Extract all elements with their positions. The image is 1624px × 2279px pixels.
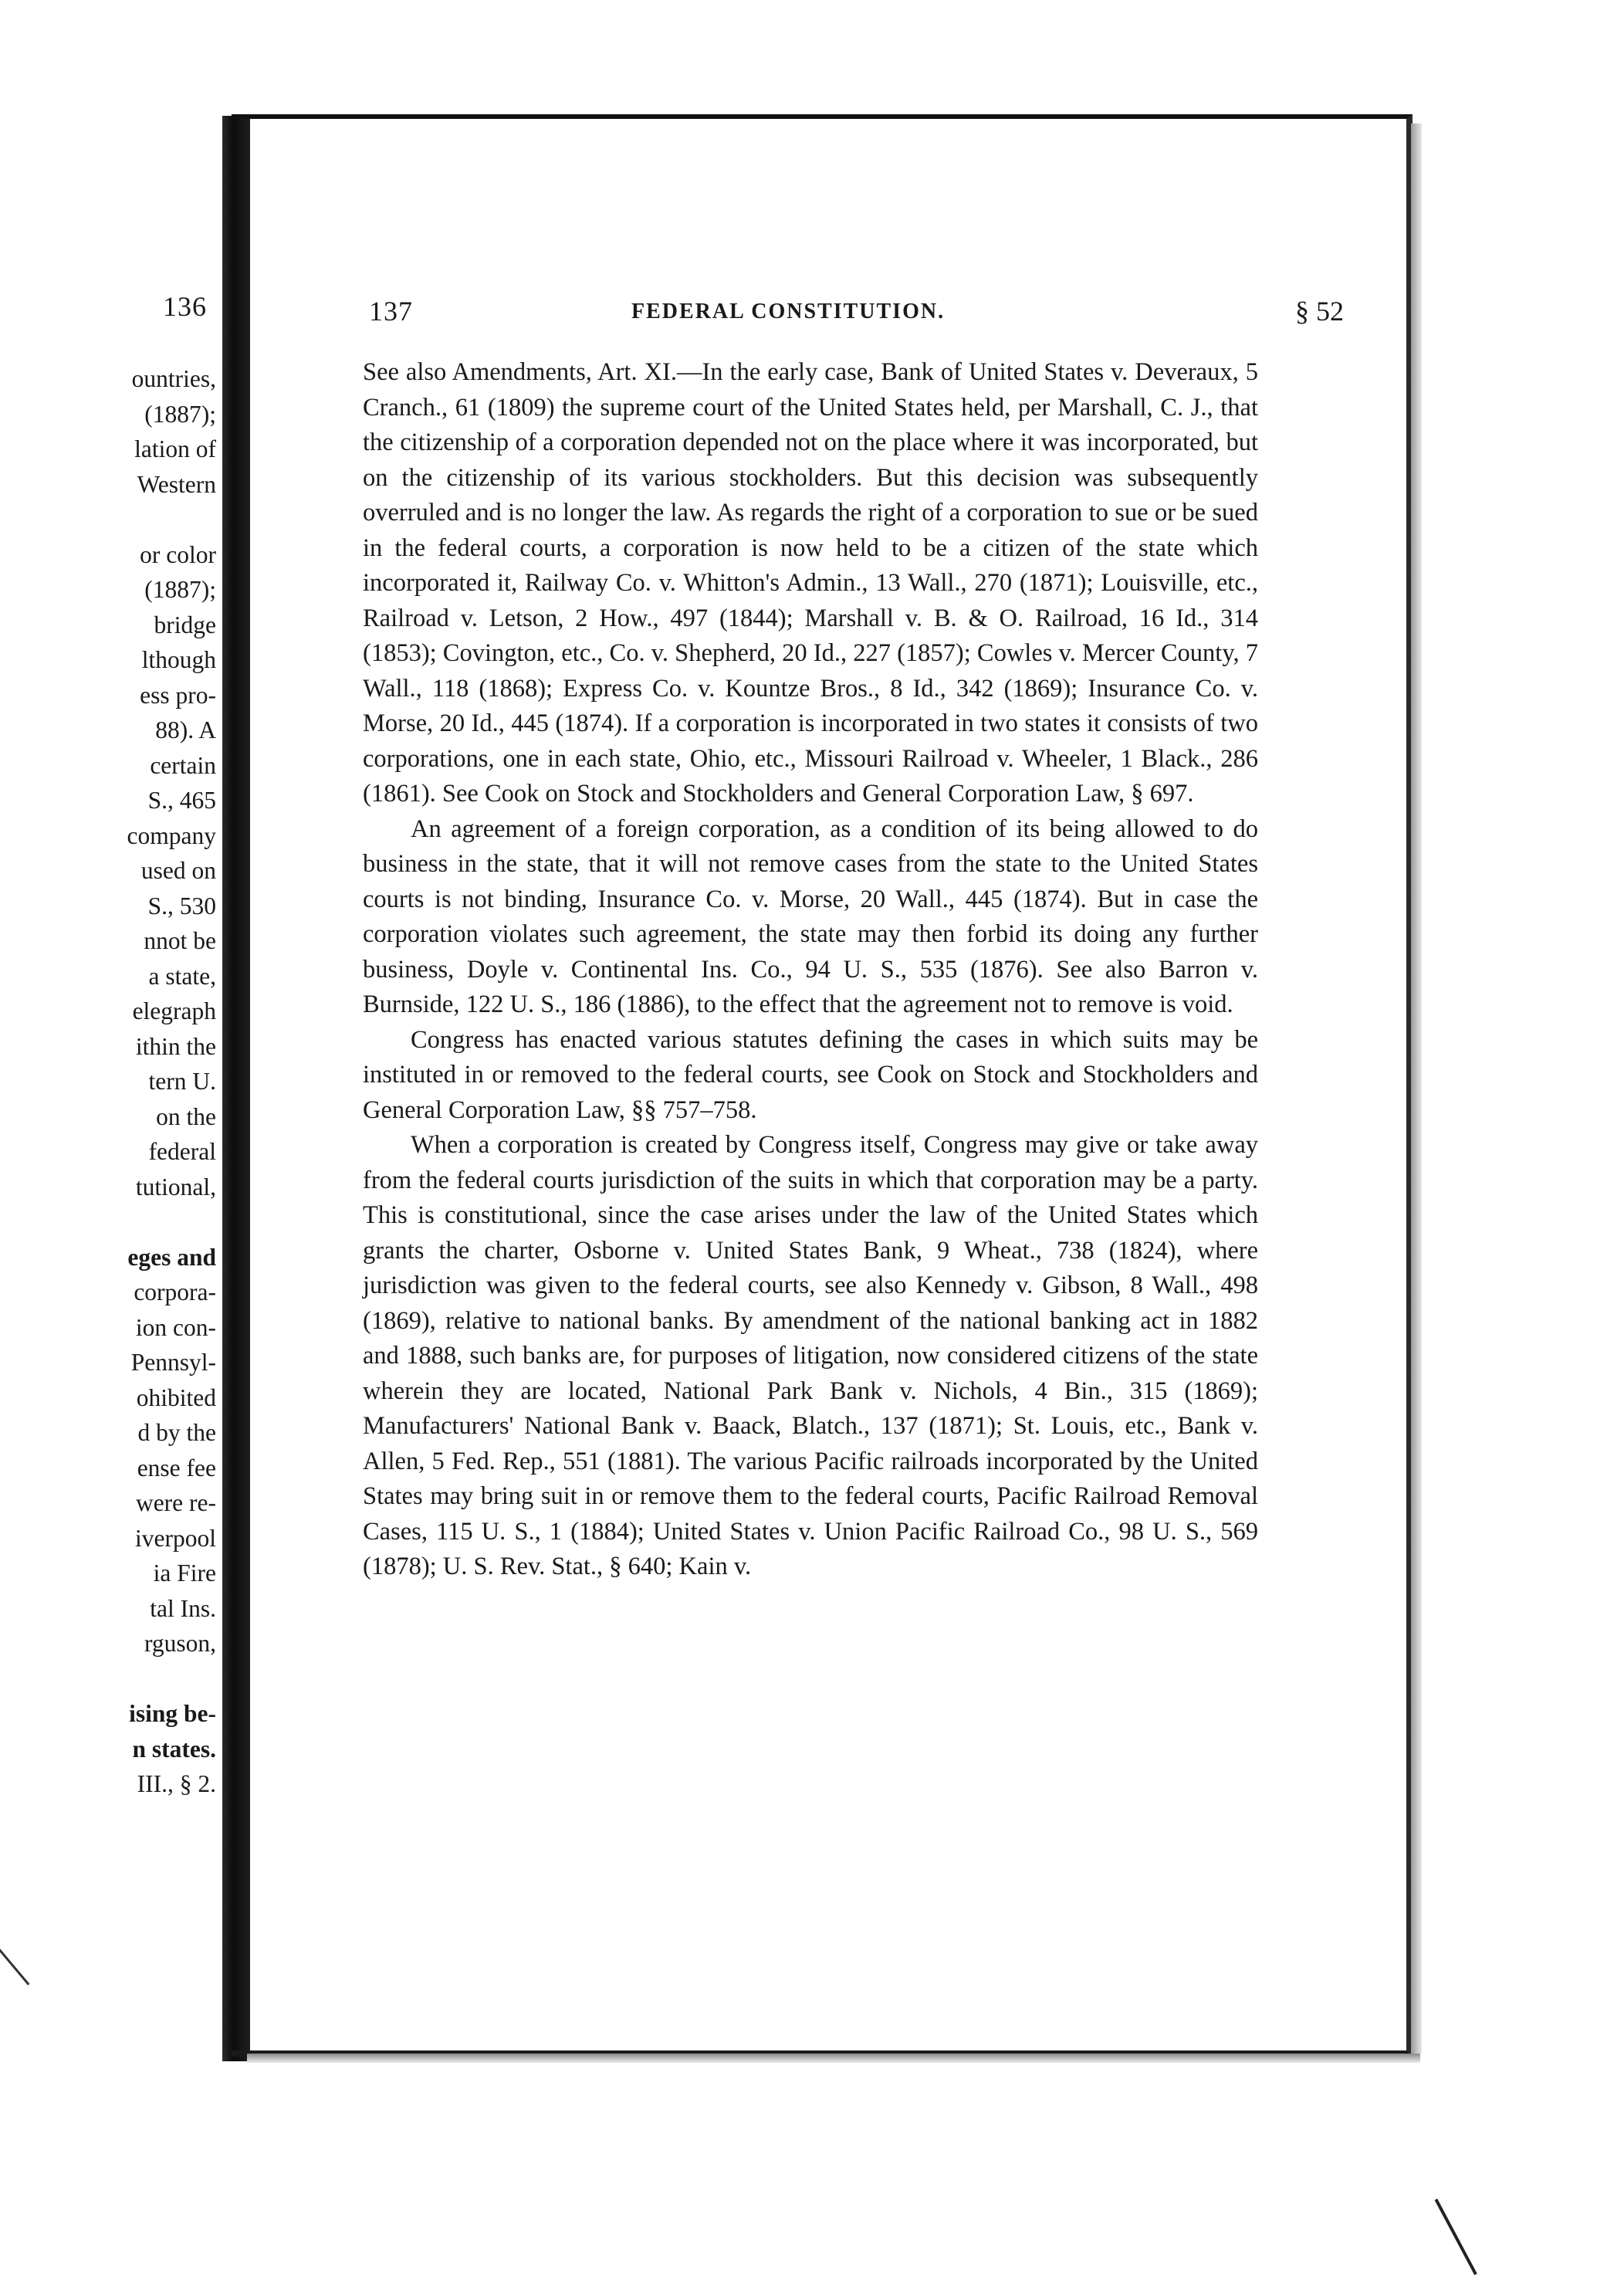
left-page-line: ising be- — [129, 1700, 216, 1727]
left-page-line: ithin the — [135, 1032, 216, 1060]
left-page-line: S., 465 — [147, 787, 216, 814]
left-page-line: (1887); — [144, 576, 216, 603]
left-page-lines — [0, 361, 216, 1802]
body-paragraph: An agreement of a foreign corporation, as a condition of its being allowed to do business in the state, that it will not remove cases from the state to the United States courts is not binding, Insurance Co. v. Morse, 20 Wall., 445 (1874). But in case the corporation violates such agreement, the state may then forbid its doing any further business, Doyle v. Continental Ins. Co., 94 U. S., 535 (1876). See also Barron v. Burnside, 122 U. S., 186 (1886), to the effect that the agreement not to remove is void. — [363, 814, 1258, 1018]
body-paragraph: When a corporation is created by Congress itself, Congress may give or take away from the federal courts jurisdiction of the suits in which that corporation may be a party. This is constitutional, since the case arises under the law of the United States which grants the charter, Osborne v. United States Bank, 9 Wheat., 738 (1824), where jurisdiction was given to the federal courts, see also Kennedy v. Gibson, 8 Wall., 498 (1869), relative to national banks. By amendment of the national banking act in 1882 and 1888, such banks are, for purposes of litigation, now considered citizens of the state wherein they are located, National Park Bank v. Nichols, 4 Bin., 315 (1869); Manufacturers' National Bank v. Baack, Blatch., 137 (1871); St. Louis, etc., Bank v. Allen, 5 Fed. Rep., 551 (1881). The various Pacific railroads incorporated by the United States may bring suit in or remove them to the federal courts, Pacific Railroad Removal Cases, 115 U. S., 1 (1884); United States v. Union Pacific Railroad Co., 98 U. S., 569 (1878); U. S. Rev. Stat., § 640; Kain v. — [363, 1131, 1258, 1580]
left-page-line: rguson, — [144, 1630, 216, 1657]
left-page-line: III., § 2. — [137, 1770, 216, 1797]
left-page-line: iverpool — [135, 1524, 216, 1552]
running-head — [369, 295, 1372, 334]
body-paragraph: Congress has enacted various statutes defining the cases in which suits may be instituted in or removed to the federal courts, see Cook on Stock and Stockholders and General Corporation Law, §§ 757–758. — [363, 1025, 1258, 1124]
section-number: § 52 — [1295, 296, 1344, 327]
left-page-fragment — [0, 116, 222, 2061]
left-page-line: ountries, — [131, 365, 216, 392]
body-text — [363, 355, 1258, 1585]
left-page-line: tern U. — [148, 1068, 216, 1095]
left-page-line: certain — [150, 751, 216, 779]
left-page-line: were re- — [135, 1489, 216, 1516]
left-page-line — [0, 502, 216, 537]
left-page-line: company — [127, 821, 216, 849]
left-page-line: S., 530 — [147, 892, 216, 919]
left-page-line: a state, — [148, 962, 216, 990]
left-page-line: ohibited — [136, 1383, 216, 1411]
left-page-number: 136 — [163, 291, 207, 322]
left-page-line: (1887); — [144, 400, 216, 428]
left-page-line: nnot be — [144, 927, 216, 954]
page-number: 137 — [369, 296, 413, 327]
left-page-line: used on — [140, 857, 216, 884]
left-page-line: 88). A — [155, 716, 216, 743]
page-edge-shadow — [1411, 124, 1422, 2054]
left-page-line: ia Fire — [153, 1559, 216, 1586]
left-page-line: corpora- — [134, 1278, 216, 1305]
left-page-line: ion con- — [135, 1313, 216, 1341]
left-page-line: elegraph — [132, 997, 216, 1024]
body-paragraph: See also Amendments, Art. XI.—In the early case, Bank of United States v. Deveraux, 5 Cranch., 61 (1809) the supreme court of the United States held, per Marshall, C. J., that the citizenship of a corporation depended not on the place where it was incorporated, but on the citizenship of its various stockholders. But this decision was subsequently overruled and is no longer the law. As regards the right of a corporation to sue or be sued in the federal courts, a corporation is now held to be a citizen of the state which incorporated it, Railway Co. v. Whitton's Admin., 13 Wall., 270 (1871); Louisville, etc., Railroad v. Letson, 2 How., 497 (1844); Marshall v. B. & O. Railroad, 16 Id., 314 (1853); Covington, etc., Co. v. Shepherd, 20 Id., 227 (1857); Cowles v. Mercer County, 7 Wall., 118 (1868); Express Co. v. Kountze Bros., 8 Id., 342 (1869); Insurance Co. v. Morse, 20 Id., 445 (1874). If a corporation is incorporated in two states it consists of two corporations, one in each state, Ohio, etc., Missouri Railroad v. Wheeler, 1 Black., 286 (1861). See Cook on Stock and Stockholders and General Corporation Law, § 697. — [363, 358, 1258, 808]
left-page-line: lation of — [134, 435, 216, 462]
left-page-line — [0, 1661, 216, 1697]
left-page-line: Western — [137, 470, 216, 498]
left-page-line: n states. — [132, 1735, 216, 1763]
left-page-line: ense fee — [137, 1454, 216, 1482]
scan-artifact-mark — [1435, 2199, 1477, 2275]
page-header-title: FEDERAL CONSTITUTION. — [631, 300, 946, 323]
left-page-line: tal Ins. — [150, 1594, 216, 1622]
right-page — [255, 124, 1405, 2046]
page-bottom-shadow — [247, 2054, 1420, 2063]
left-page-line: or color — [140, 540, 216, 568]
left-page-line: Pennsyl- — [130, 1349, 216, 1376]
left-page-line: lthough — [141, 646, 216, 673]
left-page-line: eges and — [127, 1243, 216, 1271]
left-page-line: d by the — [137, 1419, 216, 1446]
left-page-line: tutional, — [135, 1173, 216, 1200]
left-page-line — [0, 1204, 216, 1240]
left-page-line: on the — [156, 1102, 216, 1130]
left-page-line: bridge — [154, 611, 216, 638]
left-page-line: ess pro- — [140, 681, 216, 709]
left-page-line: federal — [148, 1138, 216, 1165]
